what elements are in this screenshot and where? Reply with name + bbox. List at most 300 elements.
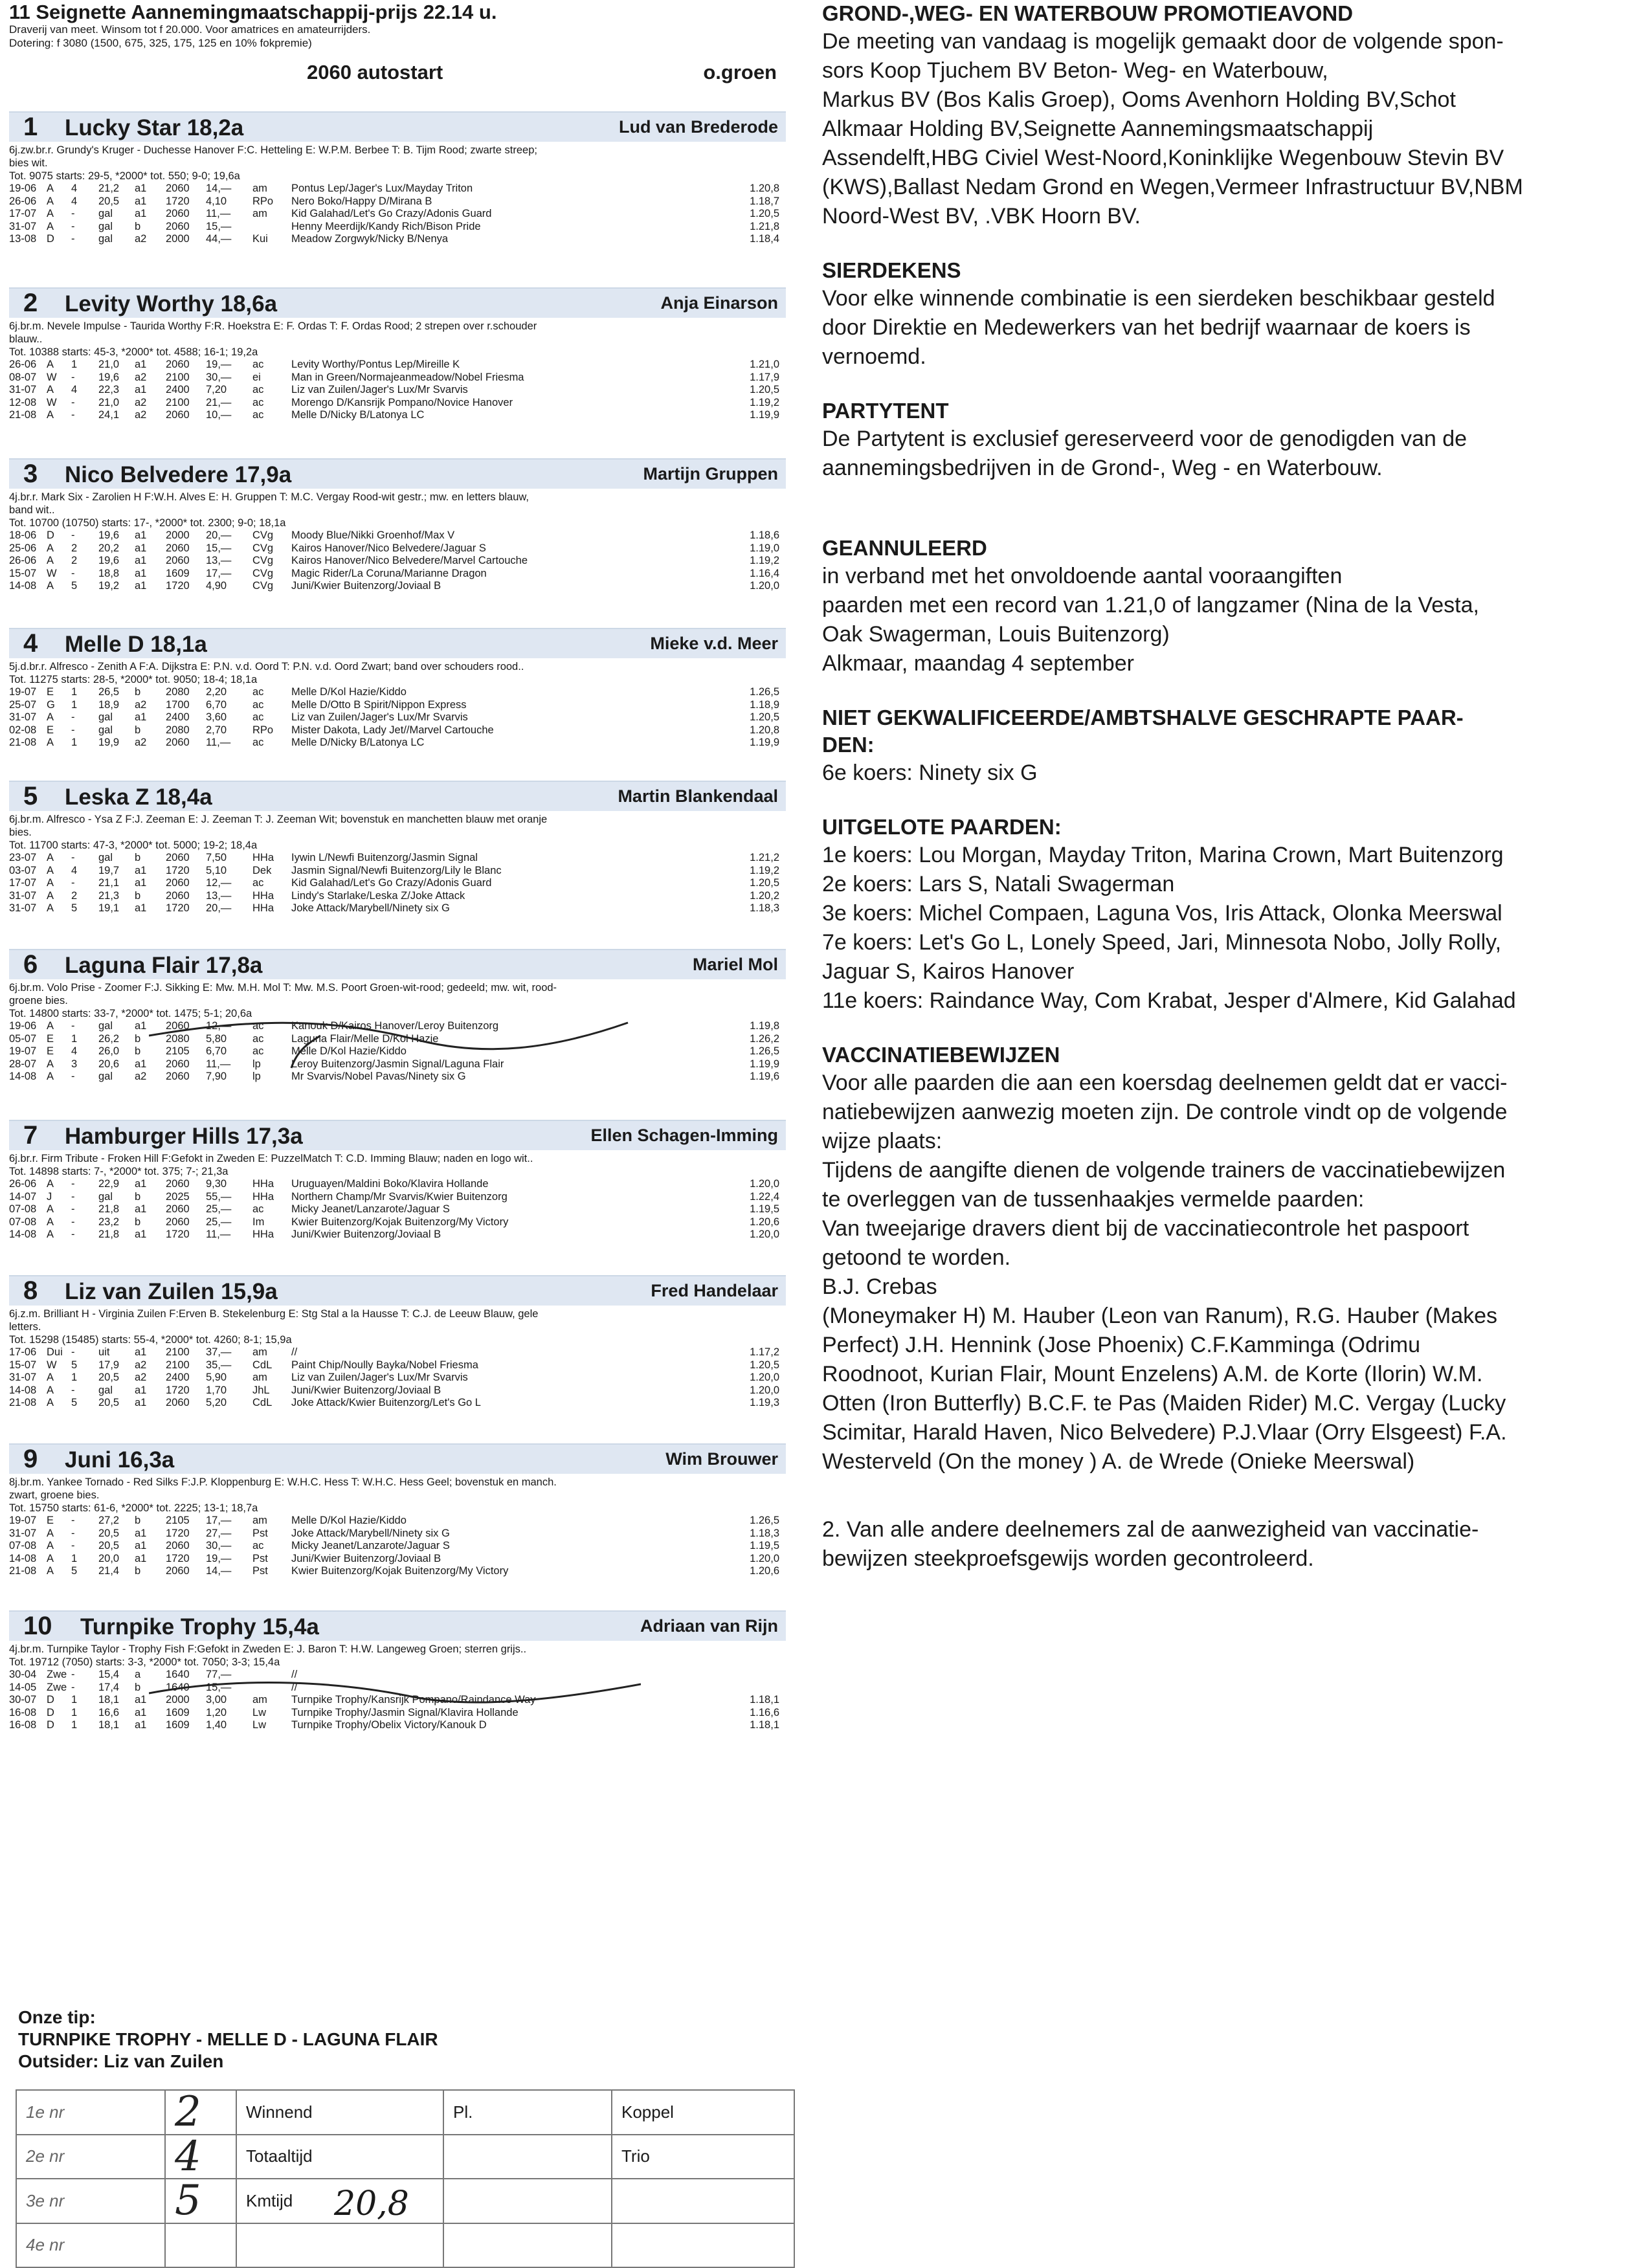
- form-cell: 02-08: [9, 724, 37, 736]
- form-cell: a1: [135, 195, 147, 207]
- horse-pedigree: 6j.br.m. Nevele Impulse - Taurida Worthy F:R. Hoekstra E: F. Ordas T: F. Ordas Rood; 2 strepen over r.schouder: [9, 320, 537, 332]
- form-row: [9, 1020, 779, 1033]
- form-cell: A: [47, 580, 54, 592]
- form-cell: 11,—: [206, 737, 231, 748]
- form-cell: D: [47, 529, 54, 541]
- horse-header-bar: [9, 1120, 786, 1150]
- horse-pedigree: 6j.br.m. Volo Prise - Zoomer F:J. Sikking E: Mw. M.H. Mol T: Mw. M.S. Poort Groen-wit-rood; gedeeld; mw. wit, rood-: [9, 982, 557, 994]
- form-cell: 5,10: [206, 864, 227, 876]
- section-heading: NIET GEKWALIFICEERDE/AMBTSHALVE GESCHRAPTE PAAR-: [822, 706, 1464, 729]
- form-cell: 1: [71, 359, 78, 370]
- form-cell: 15-07: [9, 567, 37, 579]
- form-cell: 2080: [166, 686, 190, 698]
- announcement-section: [822, 814, 1625, 1016]
- form-cell: 1720: [166, 864, 190, 876]
- form-cell: 1.19,3: [750, 1397, 779, 1408]
- form-cell: a1: [135, 567, 147, 579]
- form-cell: D: [47, 1706, 54, 1718]
- form-cell: 2060: [166, 183, 190, 194]
- horse-driver: Mieke v.d. Meer: [650, 634, 778, 653]
- form-table: [9, 852, 779, 915]
- form-cell: a1: [135, 1694, 147, 1706]
- form-cell: 26-06: [9, 555, 37, 566]
- form-cell: Liz van Zuilen/Jager's Lux/Mr Svarvis: [291, 711, 468, 723]
- form-cell: 14-07: [9, 1190, 37, 1203]
- horse-career-stats: Tot. 14800 starts: 33-7, *2000* tot. 1475; 5-1; 20,6a: [9, 1008, 252, 1019]
- form-cell: W: [47, 396, 57, 408]
- form-cell: 24,1: [98, 409, 120, 421]
- form-cell: 5: [71, 902, 78, 914]
- form-row: [9, 686, 779, 699]
- result-field-label: [443, 2179, 612, 2223]
- section-text-line: Assendelft,HBG Civiel West-Noord,Koninklijke Wegenbouw Stevin BV: [822, 146, 1504, 170]
- form-row: [9, 1216, 779, 1229]
- section-text-line: in verband met het onvoldoende aantal vooraangiften: [822, 564, 1343, 588]
- form-cell: 2060: [166, 409, 190, 421]
- form-cell: -: [71, 1178, 75, 1190]
- form-cell: 20,2: [98, 542, 120, 554]
- form-row: [9, 1384, 779, 1397]
- horse-driver: Martijn Gruppen: [643, 464, 778, 484]
- form-cell: 1.18,4: [750, 233, 779, 245]
- form-row: [9, 1565, 779, 1578]
- result-position-label: 1e nr: [16, 2090, 165, 2135]
- form-cell: Mister Dakota, Lady Jet//Marvel Cartouche: [291, 724, 494, 736]
- form-row: [9, 1528, 779, 1540]
- horse-header-bar: [9, 781, 786, 811]
- form-cell: 1640: [166, 1681, 190, 1693]
- announcement-section: [822, 704, 1625, 788]
- form-cell: a1: [135, 555, 147, 566]
- horse-pedigree: groene bies.: [9, 995, 68, 1006]
- form-cell: 55,—: [206, 1190, 232, 1203]
- form-row: [9, 902, 779, 915]
- form-cell: 21,3: [98, 889, 120, 902]
- form-cell: 1.20,0: [750, 1178, 779, 1190]
- section-heading: GROND-,WEG- EN WATERBOUW PROMOTIEAVOND: [822, 1, 1354, 25]
- form-cell: 1: [71, 737, 78, 748]
- result-field-label: [612, 2179, 794, 2223]
- section-heading: DEN:: [822, 733, 875, 757]
- form-cell: A: [47, 555, 54, 566]
- form-cell: a1: [135, 208, 147, 219]
- section-text-line: Van tweejarige dravers dient bij de vaccinatiecontrole het paspoort: [822, 1216, 1469, 1241]
- handwritten-number: 4: [165, 2135, 236, 2179]
- form-cell: 2060: [166, 220, 190, 232]
- horse-pedigree: blauw..: [9, 333, 43, 345]
- horse-header-bar: [9, 1610, 786, 1641]
- form-cell: a1: [135, 1384, 147, 1396]
- form-cell: 4,90: [206, 580, 227, 592]
- horse-number: 1: [23, 113, 38, 141]
- form-cell: 19,6: [98, 371, 120, 383]
- form-cell: 1.21,8: [750, 220, 779, 232]
- form-cell: am: [252, 1515, 267, 1526]
- form-cell: -: [71, 877, 75, 889]
- form-cell: b: [135, 220, 141, 232]
- form-cell: 1.19,2: [750, 555, 779, 566]
- form-row: [9, 699, 779, 712]
- form-cell: 1.19,8: [750, 1020, 779, 1032]
- form-cell: 11,—: [206, 208, 231, 219]
- announcement-section: [822, 0, 1625, 231]
- section-text-line: aannemingsbedrijven in de Grond-, Weg - en Waterbouw.: [822, 456, 1383, 480]
- form-cell: ac: [252, 384, 264, 395]
- form-cell: 22,9: [98, 1178, 120, 1190]
- form-cell: 1.20,2: [750, 889, 779, 902]
- form-cell: 14,—: [206, 183, 232, 194]
- horse-name: Levity Worthy 18,6a: [65, 291, 278, 317]
- form-cell: 26-06: [9, 359, 37, 370]
- announcements: [822, 0, 1625, 1573]
- form-cell: b: [135, 852, 141, 863]
- form-cell: Moody Blue/Nikki Groenhof/Max V: [291, 529, 455, 541]
- section-text-line: paarden met een record van 1.21,0 of langzamer (Nina de la Vesta,: [822, 593, 1479, 617]
- form-cell: 23-07: [9, 852, 37, 863]
- horse-driver: Adriaan van Rijn: [640, 1616, 778, 1636]
- section-text-line: Otten (Iron Butterfly) B.C.F. te Pas (Maiden Rider) M.C. Vergay (Lucky: [822, 1391, 1506, 1416]
- form-cell: 7,50: [206, 852, 227, 863]
- form-cell: 10,—: [206, 409, 232, 421]
- horse-entry: [9, 1443, 786, 1578]
- form-cell: 5: [71, 1565, 78, 1577]
- form-cell: 07-08: [9, 1216, 37, 1228]
- form-cell: 44,—: [206, 233, 232, 245]
- form-cell: 30-07: [9, 1694, 37, 1706]
- race-distance: 2060 autostart: [307, 60, 443, 83]
- form-cell: a: [135, 1669, 141, 1680]
- result-field-label: Koppel: [612, 2090, 794, 2135]
- form-cell: a2: [135, 698, 147, 711]
- form-cell: 2400: [166, 1372, 190, 1383]
- form-cell: Mr Svarvis/Nobel Pavas/Ninety six G: [291, 1071, 466, 1082]
- form-cell: 2060: [166, 1397, 190, 1408]
- form-cell: a1: [135, 1178, 147, 1190]
- form-cell: A: [47, 1228, 54, 1240]
- form-cell: a1: [135, 1706, 147, 1718]
- form-cell: Jasmin Signal/Newfi Buitenzorg/Lily le Blanc: [291, 864, 502, 876]
- section-text-line: sors Koop Tjuchem BV Beton- Weg- en Waterbouw,: [822, 58, 1328, 83]
- form-cell: Melle D/Kol Hazie/Kiddo: [291, 686, 407, 698]
- form-cell: 1: [71, 1719, 78, 1731]
- form-cell: 17,9: [98, 1359, 120, 1371]
- section-text-line: Alkmaar Holding BV,Seignette Aannemingsmaatschappij: [822, 117, 1374, 141]
- form-cell: 1.18,3: [750, 1527, 779, 1539]
- form-cell: 5,20: [206, 1397, 227, 1408]
- form-row: [9, 1191, 779, 1204]
- form-cell: 1720: [166, 1384, 190, 1396]
- section-heading: VACCINATIEBEWIJZEN: [822, 1043, 1060, 1067]
- form-cell: 31-07: [9, 889, 37, 902]
- form-cell: 21-08: [9, 1565, 37, 1577]
- horse-header-bar: [9, 111, 786, 142]
- form-cell: 16-08: [9, 1706, 37, 1718]
- form-cell: a1: [135, 542, 147, 554]
- form-cell: Joke Attack/Kwier Buitenzorg/Let's Go L: [291, 1397, 481, 1408]
- form-cell: 9,30: [206, 1178, 227, 1190]
- form-row: [9, 1515, 779, 1528]
- form-cell: -: [71, 1203, 75, 1215]
- form-cell: HHa: [252, 889, 274, 902]
- result-position-label: 3e nr: [16, 2179, 165, 2223]
- form-cell: 1609: [166, 567, 190, 579]
- form-cell: A: [47, 1372, 54, 1383]
- form-cell: 19,9: [98, 737, 120, 748]
- form-cell: 19-07: [9, 686, 37, 698]
- form-row: [9, 208, 779, 221]
- our-tip: [18, 2007, 438, 2073]
- tip-picks: TURNPIKE TROPHY - MELLE D - LAGUNA FLAIR: [18, 2029, 438, 2049]
- form-cell: a1: [135, 902, 147, 914]
- form-cell: 2060: [166, 877, 190, 889]
- form-cell: 19-07: [9, 1045, 37, 1057]
- form-cell: 1.20,0: [750, 1552, 779, 1564]
- form-cell: Morengo D/Kansrijk Pompano/Novice Hanover: [291, 396, 513, 408]
- form-row: [9, 359, 779, 372]
- form-cell: 1.26,2: [750, 1032, 779, 1045]
- form-cell: 35,—: [206, 1359, 232, 1371]
- form-row: [9, 724, 779, 737]
- form-cell: 14-08: [9, 1384, 37, 1396]
- form-cell: A: [47, 1020, 54, 1032]
- form-cell: 2000: [166, 529, 190, 541]
- form-cell: 03-07: [9, 864, 37, 876]
- form-cell: lp: [252, 1071, 261, 1082]
- form-cell: A: [47, 208, 54, 219]
- horse-pedigree: 8j.br.m. Yankee Tornado - Red Silks F:J.P. Kloppenburg E: W.H.C. Hess T: W.H.C. Hess Geel; bovenstuk en manch.: [9, 1476, 557, 1488]
- form-cell: 1700: [166, 698, 190, 711]
- form-cell: //: [291, 1346, 298, 1358]
- form-cell: uit: [98, 1346, 110, 1358]
- form-row: [9, 1045, 779, 1058]
- form-cell: 2060: [166, 555, 190, 566]
- form-cell: Juni/Kwier Buitenzorg/Joviaal B: [291, 1228, 441, 1240]
- form-cell: Man in Green/Normajeanmeadow/Nobel Friesma: [291, 371, 524, 383]
- form-cell: ac: [252, 359, 264, 370]
- result-field-label: Totaaltijd: [236, 2135, 443, 2179]
- form-cell: 14-08: [9, 1228, 37, 1240]
- form-cell: [252, 221, 291, 234]
- form-cell: 21,4: [98, 1565, 120, 1577]
- form-cell: 2: [71, 889, 78, 902]
- horse-pedigree: 6j.z.m. Brilliant H - Virginia Zuilen F:Erven B. Stekelenburg E: Stg Stal a la Hausse T: C.J. de Leeuw Blauw, gele: [9, 1308, 539, 1320]
- form-cell: a1: [135, 183, 147, 194]
- horse-header-bar: [9, 1443, 786, 1474]
- horse-career-stats: Tot. 15298 (15485) starts: 55-4, *2000* tot. 4260; 8-1; 15,9a: [9, 1334, 292, 1346]
- form-cell: 1,20: [206, 1706, 227, 1718]
- form-cell: 21-08: [9, 409, 37, 421]
- form-cell: -: [71, 1681, 75, 1693]
- form-cell: 26,5: [98, 686, 120, 698]
- form-row: [9, 1033, 779, 1046]
- announcement-section: [822, 397, 1625, 483]
- form-cell: 17-06: [9, 1346, 37, 1358]
- form-cell: 1.17,9: [750, 371, 779, 383]
- form-row: [9, 372, 779, 384]
- form-row: [9, 711, 779, 724]
- form-cell: Kairos Hanover/Nico Belvedere/Marvel Cartouche: [291, 555, 528, 566]
- horse-driver: Martin Blankendaal: [618, 786, 778, 806]
- form-cell: A: [47, 1216, 54, 1228]
- form-cell: 1.18,1: [750, 1694, 779, 1706]
- horse-number: 4: [23, 629, 38, 658]
- horse-entry: [9, 1610, 786, 1732]
- form-cell: 1720: [166, 1552, 190, 1564]
- form-row: [9, 852, 779, 865]
- section-text-line: 6e koers: Ninety six G: [822, 761, 1038, 785]
- section-text-line: vernoemd.: [822, 344, 926, 369]
- handwritten-number: 2: [165, 2090, 236, 2135]
- form-cell: 20,5: [98, 1527, 120, 1539]
- horse-name: Nico Belvedere 17,9a: [65, 462, 292, 487]
- form-cell: 19,1: [98, 902, 120, 914]
- form-cell: 1.20,5: [750, 208, 779, 219]
- form-cell: A: [47, 409, 54, 421]
- section-text-line: 1e koers: Lou Morgan, Mayday Triton, Marina Crown, Mart Buitenzorg: [822, 843, 1504, 867]
- form-cell: 17,—: [206, 1515, 232, 1526]
- form-cell: 4: [71, 864, 78, 876]
- form-cell: 2025: [166, 1190, 190, 1203]
- announcement-section: [822, 257, 1625, 372]
- form-cell: Turnpike Trophy/Kansrijk Pompano/Raindance Way: [291, 1694, 536, 1706]
- form-cell: 20,6: [98, 1058, 120, 1070]
- form-cell: am: [252, 183, 267, 194]
- section-text-line: 3e koers: Michel Compaen, Laguna Vos, Iris Attack, Olonka Meerswal: [822, 901, 1502, 926]
- form-cell: 17-07: [9, 208, 37, 219]
- section-text-line: Perfect) J.H. Hennink (Jose Phoenix) C.F.Kamminga (Odrimu: [822, 1333, 1420, 1357]
- form-cell: 4: [71, 183, 78, 194]
- horse-career-stats: Tot. 10700 (10750) starts: 17-, *2000* tot. 2300; 9-0; 18,1a: [9, 517, 286, 529]
- form-cell: 5,80: [206, 1032, 227, 1045]
- form-cell: 5: [71, 580, 78, 592]
- form-row: [9, 1228, 779, 1241]
- horse-driver: Wim Brouwer: [665, 1449, 778, 1469]
- form-cell: a1: [135, 1397, 147, 1408]
- form-cell: 5,90: [206, 1372, 227, 1383]
- form-cell: -: [71, 371, 75, 383]
- horse-name: Turnpike Trophy 15,4a: [80, 1614, 319, 1640]
- section-text-line: wijze plaats:: [822, 1129, 943, 1153]
- form-cell: lp: [252, 1058, 261, 1070]
- result-row: [16, 2090, 794, 2135]
- section-text-line: Tijdens de aangifte dienen de volgende trainers de vaccinatiebewijzen: [822, 1158, 1506, 1183]
- section-text-line: Roodnoot, Kurian Flair, Mount Enzelens) A.M. de Korte (Ilorin) W.M.: [822, 1362, 1483, 1386]
- form-cell: Melle D/Nicky B/Latonya LC: [291, 409, 425, 421]
- form-cell: 4: [71, 1045, 78, 1057]
- form-cell: a2: [135, 737, 147, 748]
- form-cell: A: [47, 542, 54, 554]
- form-cell: 1.20,8: [750, 183, 779, 194]
- form-cell: a1: [135, 864, 147, 876]
- form-row: [9, 1707, 779, 1720]
- section-text-line: (KWS),Ballast Nedam Grond en Wegen,Vermeer Infrastructuur BV,NBM: [822, 175, 1523, 199]
- horse-name: Lucky Star 18,2a: [65, 115, 244, 140]
- form-cell: 37,—: [206, 1346, 232, 1358]
- horse-pedigree: 4j.br.m. Turnpike Taylor - Trophy Fish F:Gefokt in Zweden E: J. Baron T: H.W. Langeweg Groen; sterren grijs..: [9, 1643, 527, 1655]
- form-cell: W: [47, 1359, 57, 1371]
- form-cell: 1.20,6: [750, 1565, 779, 1577]
- section-heading: PARTYTENT: [822, 399, 949, 423]
- handwritten-km-time: 20,8: [334, 2185, 409, 2223]
- form-cell: 27,2: [98, 1515, 120, 1526]
- form-cell: 19-07: [9, 1515, 37, 1526]
- form-cell: a1: [135, 1346, 147, 1358]
- announcement-section: [822, 1515, 1625, 1573]
- form-cell: -: [71, 1190, 75, 1203]
- form-cell: 12,—: [206, 877, 232, 889]
- form-cell: 6,70: [206, 698, 227, 711]
- form-cell: 1.20,5: [750, 1359, 779, 1371]
- form-cell: HHa: [252, 1178, 274, 1190]
- form-cell: a1: [135, 1228, 147, 1240]
- horse-career-stats: Tot. 15750 starts: 61-6, *2000* tot. 2225; 13-1; 18,7a: [9, 1502, 258, 1514]
- form-cell: 19-06: [9, 1020, 37, 1032]
- form-cell: gal: [98, 724, 113, 736]
- section-heading: GEANNULEERD: [822, 536, 987, 560]
- form-cell: Kwier Buitenzorg/Kojak Buitenzorg/My Victory: [291, 1565, 509, 1577]
- form-row: [9, 1359, 779, 1372]
- horse-pedigree: 5j.d.br.r. Alfresco - Zenith A F:A. Dijkstra E: P.N. v.d. Oord T: P.N. v.d. Oord Zwart; band over schouders rood..: [9, 661, 524, 673]
- horse-pedigree: 6j.zw.br.r. Grundy's Kruger - Duchesse Hanover F:C. Hetteling E: W.P.M. Berbee T: B. Tijm Rood; zwarte streep;: [9, 144, 537, 156]
- form-cell: 1.18,3: [750, 902, 779, 914]
- section-text-line: B.J. Crebas: [822, 1274, 937, 1299]
- form-cell: Pst: [252, 1565, 268, 1577]
- form-cell: Lindy's Starlake/Leska Z/Joke Attack: [291, 889, 465, 902]
- form-cell: 13-08: [9, 233, 37, 245]
- form-cell: 2105: [166, 1515, 190, 1526]
- horse-number: 7: [23, 1121, 38, 1150]
- horse-pedigree: 6j.br.r. Firm Tribute - Froken Hill F:Gefokt in Zweden E: PuzzelMatch T: C.D. Imming Blauw; naden en logo wit..: [9, 1153, 533, 1164]
- form-cell: -: [71, 1384, 75, 1396]
- form-cell: ei: [252, 371, 261, 383]
- form-row: [9, 568, 779, 581]
- result-field-label: [443, 2135, 612, 2179]
- section-text-line: Scimitar, Harald Haven, Nico Belvedere) P.J.Vlaar (Orry Elsgeest) F.A.: [822, 1420, 1507, 1445]
- form-cell: A: [47, 1178, 54, 1190]
- form-table: [9, 359, 779, 422]
- form-cell: 2100: [166, 1346, 190, 1358]
- form-cell: a1: [135, 1527, 147, 1539]
- section-heading: SIERDEKENS: [822, 258, 961, 282]
- horse-number: 6: [23, 950, 38, 979]
- form-cell: Kairos Hanover/Nico Belvedere/Jaguar S: [291, 542, 486, 554]
- announcement-section: [822, 1041, 1625, 1476]
- form-cell: 4,10: [206, 195, 227, 207]
- form-cell: Magic Rider/La Coruna/Marianne Dragon: [291, 567, 487, 579]
- section-text-line: Noord-West BV, .VBK Hoorn BV.: [822, 204, 1141, 228]
- form-cell: -: [71, 1346, 75, 1358]
- form-cell: 3,00: [206, 1694, 227, 1706]
- form-cell: 2060: [166, 359, 190, 370]
- form-cell: 19,2: [98, 580, 120, 592]
- section-text-line: (Moneymaker H) M. Hauber (Leon van Ranum), R.G. Hauber (Makes: [822, 1304, 1498, 1328]
- form-cell: 1: [71, 1552, 78, 1564]
- form-cell: JhL: [252, 1384, 270, 1396]
- form-cell: a2: [135, 233, 147, 245]
- form-cell: 2060: [166, 1565, 190, 1577]
- form-cell: 1.20,6: [750, 1216, 779, 1228]
- form-cell: 21-08: [9, 1397, 37, 1408]
- form-cell: Joke Attack/Marybell/Ninety six G: [291, 1527, 450, 1539]
- form-cell: b: [135, 1681, 141, 1693]
- form-cell: a1: [135, 711, 147, 723]
- form-cell: 2,70: [206, 724, 227, 736]
- result-field-label: Trio: [612, 2135, 794, 2179]
- form-cell: 26,0: [98, 1045, 120, 1057]
- form-cell: 5: [71, 1359, 78, 1371]
- form-cell: am: [252, 1372, 267, 1383]
- form-cell: 1.19,9: [750, 737, 779, 748]
